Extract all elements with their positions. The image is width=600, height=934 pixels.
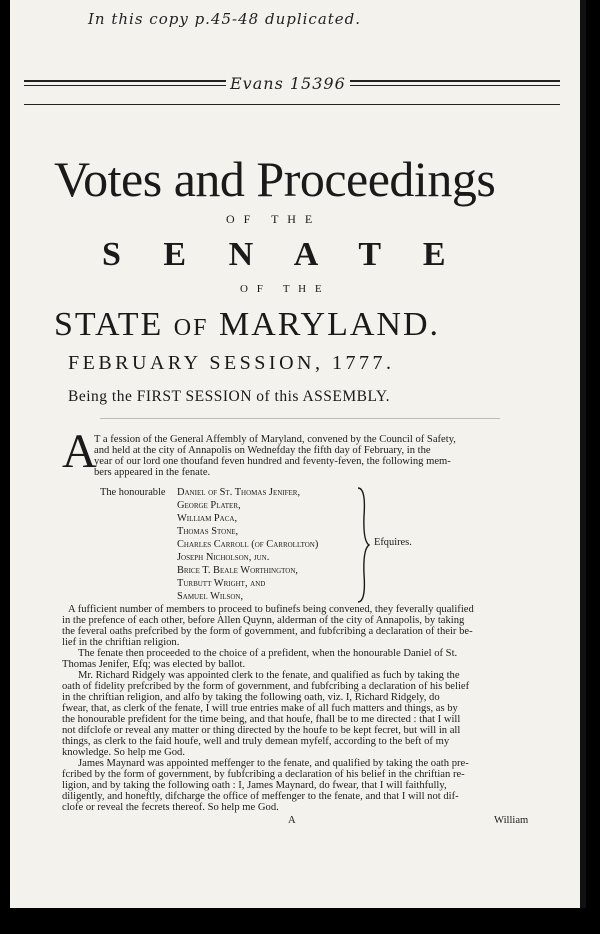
body-line-3: the feveral oaths prefcribed by the form of government, and fubfcribing a declaration of their be-	[62, 626, 473, 637]
body-line-10: fwear, that, as clerk of the fenate, I will true entries make of all fuch matters and things, as by	[62, 703, 458, 714]
body-line-1: A fufficient number of members to proceed to bufinefs being convened, they feverally qualified	[68, 604, 474, 615]
body-line-14: knowledge. So help me God.	[62, 747, 185, 758]
body-line-6: Thomas Jenifer, Efq; was elected by ballot.	[62, 659, 246, 670]
member-1: Daniel of St. Thomas Jenifer,	[177, 487, 301, 498]
document-page	[10, 0, 586, 908]
catalog-number: Evans 15396	[226, 74, 350, 93]
signature-mark: A	[288, 815, 296, 826]
member-5: Charles Carroll (of Carrollton)	[177, 539, 319, 550]
session-heading: FEBRUARY SESSION, 1777.	[68, 352, 395, 374]
body-line-16: fcribed by the form of government, by fubfcribing a declaration of his belief in the chriftian re-	[62, 769, 465, 780]
member-9: Samuel Wilson,	[177, 591, 244, 602]
state-heading: STATE of MARYLAND.	[54, 306, 441, 343]
intro-line-2: and held at the city of Annapolis on Wednefday the fifth day of February, in the	[94, 445, 431, 456]
body-line-12: not difclofe or reveal any matter or thing directed by the houfe to be kept fecret, but will in all	[62, 725, 461, 736]
member-4: Thomas Stone,	[177, 526, 239, 537]
intro-line-1: T a fession of the General Affembly of Maryland, convened by the Council of Safety,	[94, 434, 456, 445]
subtitle: Being the FIRST SESSION of this ASSEMBLY.	[68, 388, 390, 405]
member-6: Joseph Nicholson, jun.	[177, 552, 270, 563]
body-line-15: James Maynard was appointed meffenger to the fenate, and qualified by taking the oath pre-	[78, 758, 469, 769]
esquires-label: Efquires.	[374, 537, 412, 548]
bottom-rule	[24, 104, 560, 105]
main-title: Votes and Proceedings	[54, 151, 496, 207]
body-line-4: lief in the chriftian religion.	[62, 637, 180, 648]
body-line-19: clofe or reveal the fecrets thereof. So help me God.	[62, 802, 279, 813]
member-7: Brice T. Beale Worthington,	[177, 565, 299, 576]
senate-heading: S E N A T E	[102, 236, 463, 273]
body-line-18: diligently, and honeftly, difcharge the office of meffenger to the fenate, and that I will not dif-	[62, 791, 459, 802]
body-line-9: in the chriftian religion, and alfo by taking the following oath, viz. I, Richard Ridgely, do	[62, 692, 440, 703]
intro-line-4: bers appeared in the fenate.	[94, 467, 211, 478]
intro-line-3: year of our lord one thoufand feven hundred and feventy-feven, the following mem-	[94, 456, 451, 467]
body-line-11: the honourable prefident for the time being, and that houfe, fhall be to me directed : that I will	[62, 714, 461, 725]
member-3: William Paca,	[177, 513, 238, 524]
handwritten-note: In this copy p.45-48 duplicated.	[88, 10, 362, 28]
of-the-2: O F T H E	[240, 283, 325, 295]
body-line-7: Mr. Richard Ridgely was appointed clerk to the fenate, and qualified as fuch by taking the	[78, 670, 460, 681]
honourable-label: The honourable	[100, 487, 166, 498]
body-line-17: ligion, and by taking the following oath : I, James Maynard, do fwear, that I will faithfully,	[62, 780, 447, 791]
member-8: Turbutt Wright, and	[177, 578, 266, 589]
of-the-1: O F T H E	[226, 212, 316, 226]
member-2: George Plater,	[177, 500, 241, 511]
members-brace	[356, 486, 370, 604]
body-line-13: things, as clerk to the faid houfe, well and truly demean myfelf, according to the beft of my	[62, 736, 450, 747]
drop-cap: A	[62, 425, 97, 478]
page-edge-shadow	[580, 0, 586, 908]
section-rule	[100, 418, 500, 419]
body-line-8: oath of fidelity prefcribed by the form of government, and fubfcribing a declaration of his belief	[62, 681, 470, 692]
body-line-2: in the prefence of each other, before Allen Quynn, alderman of the city of Annapolis, by taking	[62, 615, 465, 626]
body-line-5: The fenate then proceeded to the choice of a prefident, when the honourable Daniel of St.	[78, 648, 458, 659]
catchword: William	[494, 815, 529, 826]
